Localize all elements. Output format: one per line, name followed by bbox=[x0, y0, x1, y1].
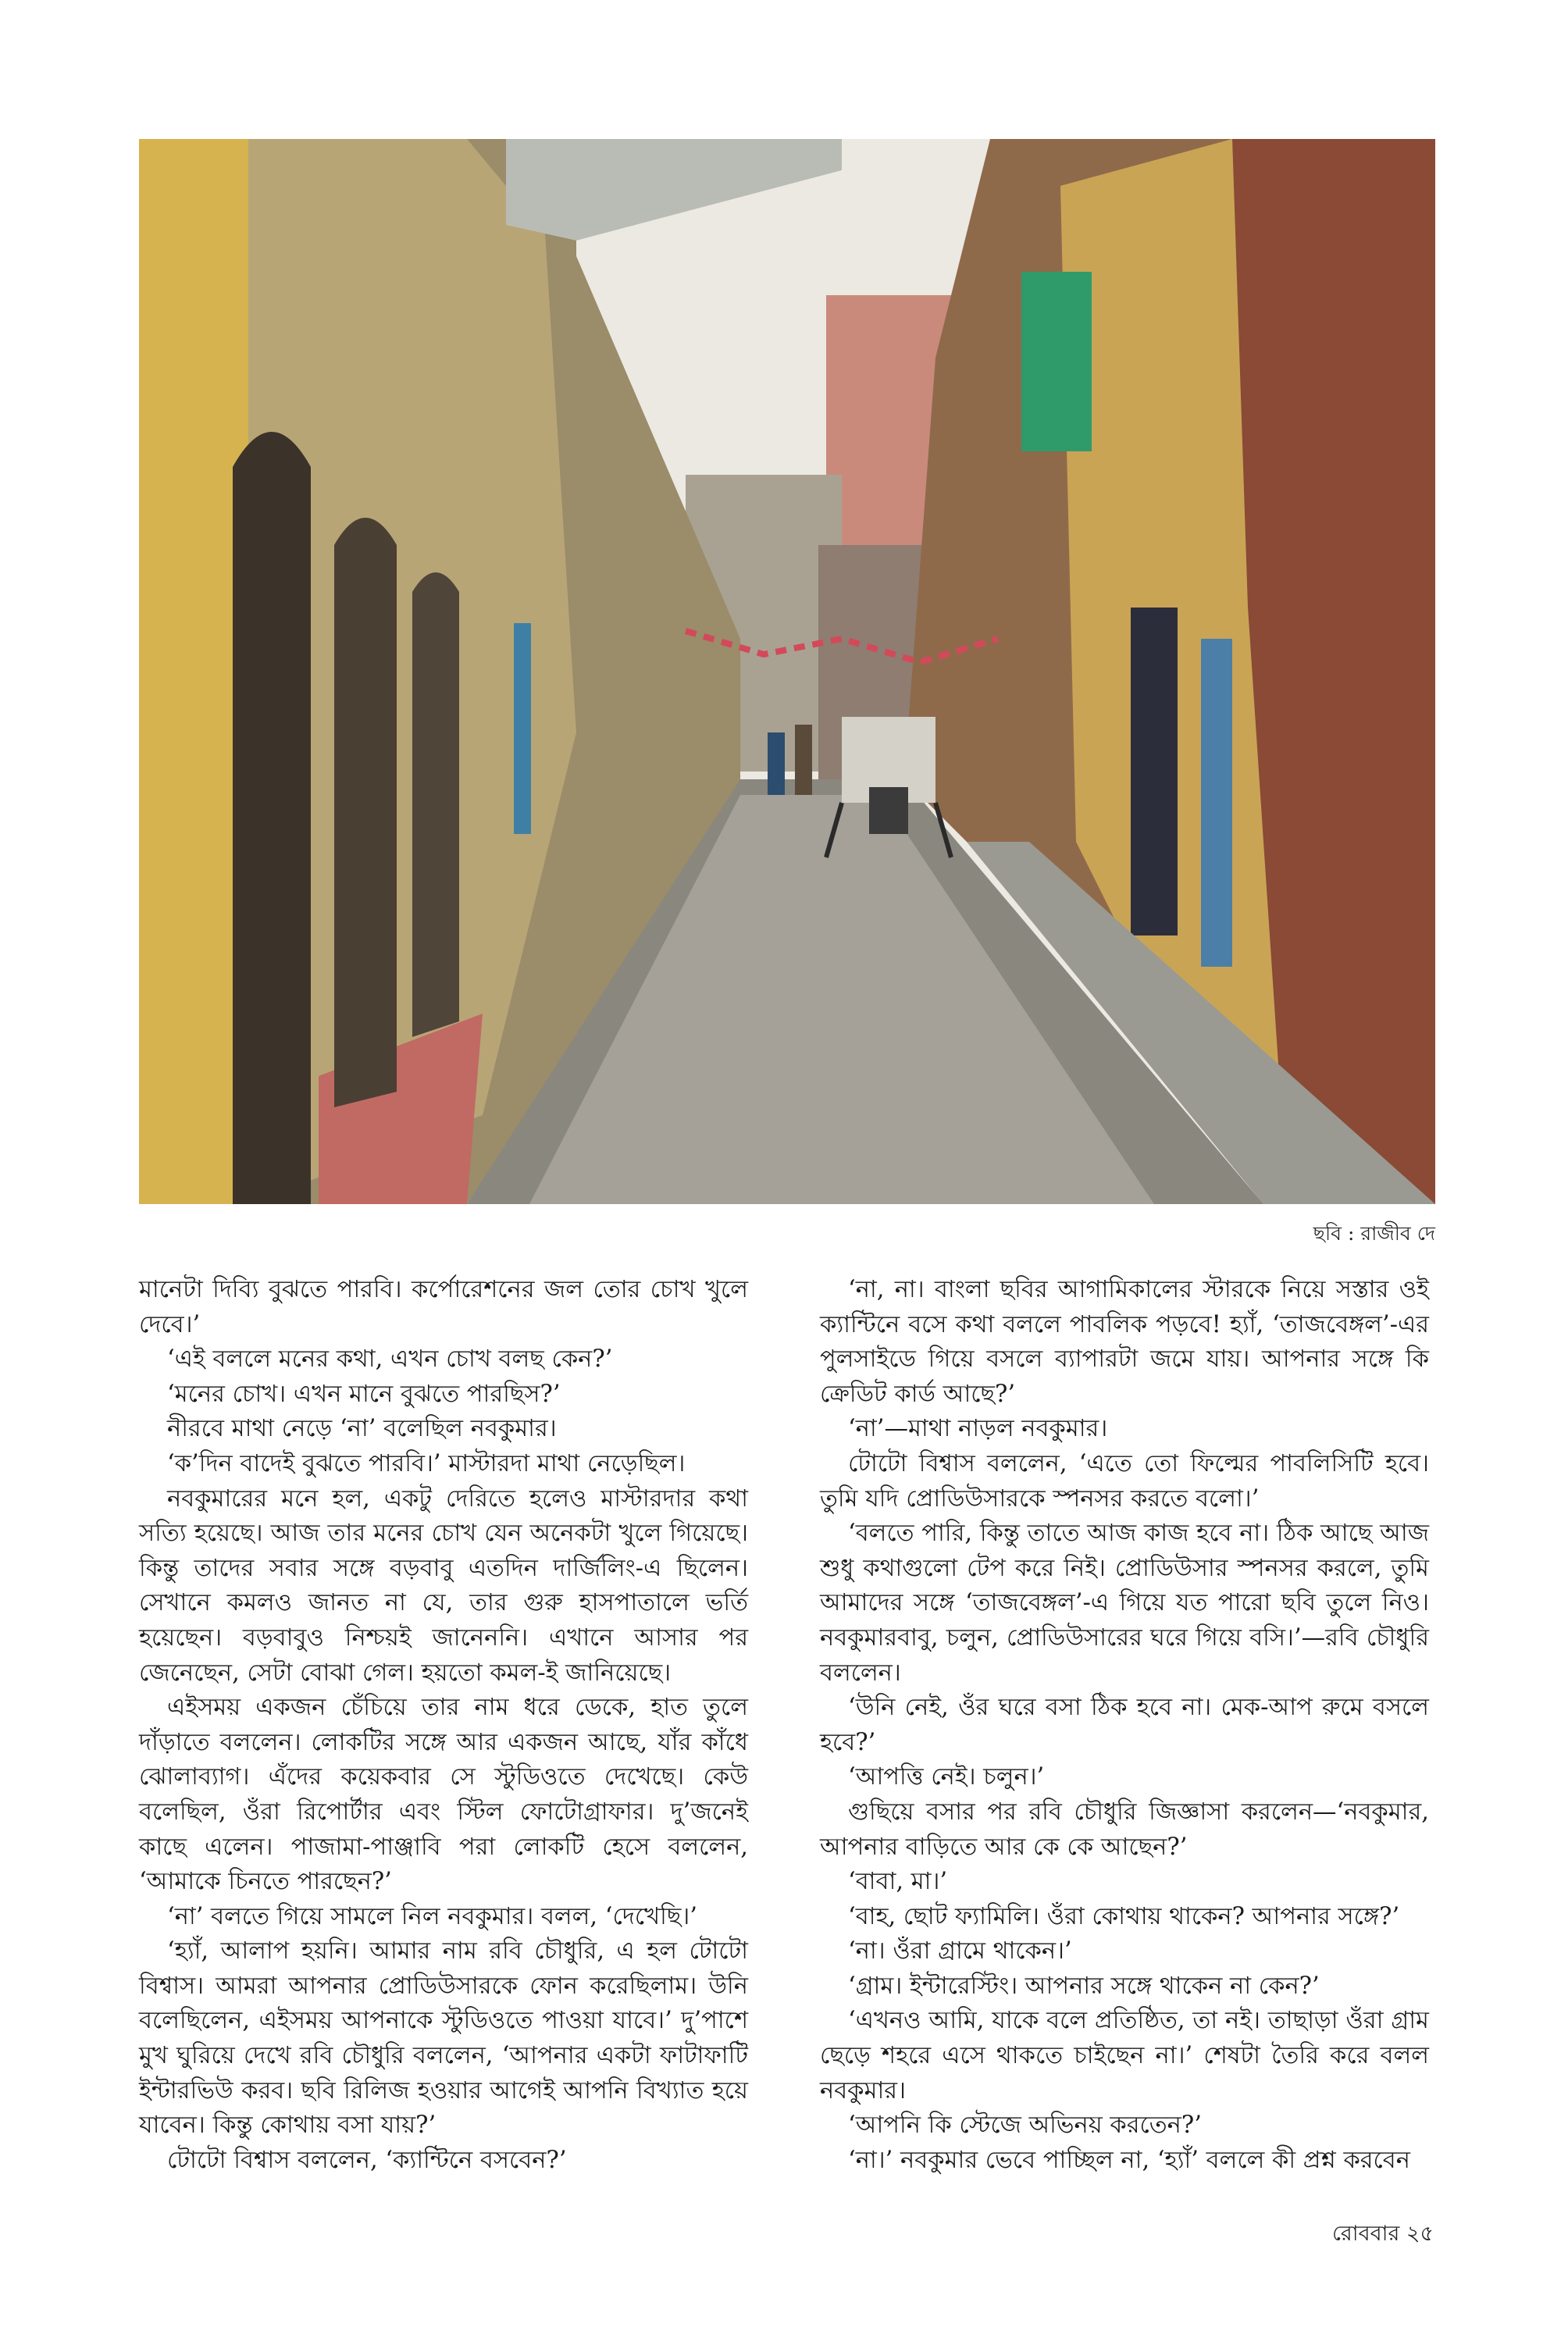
paragraph: ‘মনের চোখ। এখন মানে বুঝতে পারছিস?’ bbox=[167, 1380, 561, 1408]
paragraph: নবকুমারের মনে হল, একটু দেরিতে হলেও মাস্টারদার কথা সত্যি হয়েছে। আজ তার মনের চোখ যেন অনেকটা খুলে গিয়েছে। কিন্তু তাদের সবার সঙ্গে বড়বাবু এতদিন দার্জিলিং-এ ছিলেন। সেখানে কমলও জানত না যে, তার গুরু হাসপাতালে ভর্তি হয়েছেন। বড়বাবুও নিশ্চয়ই জানেননি। এখানে আসার পর জেনেছেন, সেটা বোঝা গেল। হয়তো কমল-ই জানিয়েছে। bbox=[139, 1484, 748, 1687]
paragraph: ‘না, না। বাংলা ছবির আগামিকালের স্টারকে নিয়ে সস্তার ওই ক্যান্টিনে বসে কথা বললে পাবলিক পড়বে! হ্যাঁ, ‘তাজবেঙ্গল’-এর পুলসাইডে গিয়ে বসলে ব্যাপারটা জমে যায়। আপনার সঙ্গে কি ক্রেডিট কার্ড আছে?’ bbox=[820, 1276, 1429, 1408]
paragraph: এইসময় একজন চেঁচিয়ে তার নাম ধরে ডেকে, হাত তুলে দাঁড়াতে বললেন। লোকটির সঙ্গে আর একজন আছে, যাঁর কাঁধে ঝোলাব্যাগ। এঁদের কয়েকবার সে স্টুডিওতে দেখেছে। কেউ বলেছিল, ওঁরা রিপোর্টার এবং স্টিল ফোটোগ্রাফার। দু’জনেই কাছে এলেন। পাজামা-পাঞ্জাবি পরা লোকটি হেসে বললেন, ‘আমাকে চিনতে পারছেন?’ bbox=[139, 1694, 748, 1896]
page-footer: রোববার ২৫ bbox=[1331, 2222, 1434, 2246]
paragraph: ‘না’ বলতে গিয়ে সামলে নিল নবকুমার। বলল, ‘দেখেছি।’ bbox=[167, 1902, 697, 1930]
paragraph: ‘আপত্তি নেই। চলুন।’ bbox=[848, 1763, 1045, 1791]
paragraph: ‘না’—মাথা নাড়ল নবকুমার। bbox=[848, 1415, 1108, 1443]
paragraph: ‘এখনও আমি, যাকে বলে প্রতিষ্ঠিত, তা নই। তাছাড়া ওঁরা গ্রাম ছেড়ে শহরে এসে থাকতে চাইছেন না।’ শেষটা তৈরি করে বলল নবকুমার। bbox=[820, 2007, 1429, 2104]
paragraph: ‘বাবা, মা।’ bbox=[848, 1868, 948, 1896]
paragraph: নীরবে মাথা নেড়ে ‘না’ বলেছিল নবকুমার। bbox=[167, 1415, 557, 1443]
right-text-column bbox=[820, 1273, 1429, 2178]
paragraph: ‘বলতে পারি, কিন্তু তাতে আজ কাজ হবে না। ঠিক আছে আজ শুধু কথাগুলো টেপ করে নিই। প্রোডিউসার স্পনসর করলে, তুমি আমাদের সঙ্গে ‘তাজবেঙ্গল’-এ গিয়ে যত পারো ছবি তুলে নিও। নবকুমারবাবু, চলুন, প্রোডিউসারের ঘরে গিয়ে বসি।’—রবি চৌধুরি বললেন। bbox=[820, 1520, 1429, 1687]
paragraph: ‘এই বললে মনের কথা, এখন চোখ বলছ কেন?’ bbox=[167, 1345, 613, 1374]
paragraph: টোটো বিশ্বাস বললেন, ‘এতে তো ফিল্মের পাবলিসিটি হবে। তুমি যদি প্রোডিউসারকে স্পনসর করতে বলো।’ bbox=[820, 1449, 1429, 1513]
paragraph: ‘না।’ নবকুমার ভেবে পাচ্ছিল না, ‘হ্যাঁ’ বললে কী প্রশ্ন করবেন bbox=[848, 2146, 1410, 2174]
paragraph: ‘উনি নেই, ওঁর ঘরে বসা ঠিক হবে না। মেক-আপ রুমে বসলে হবে?’ bbox=[820, 1694, 1429, 1756]
paragraph: টোটো বিশ্বাস বললেন, ‘ক্যান্টিনে বসবেন?’ bbox=[167, 2146, 567, 2174]
left-text-column bbox=[139, 1273, 748, 2178]
lane-illustration bbox=[139, 139, 1435, 1204]
paragraph: ‘ক’দিন বাদেই বুঝতে পারবি।’ মাস্টারদা মাথা নেড়েছিল। bbox=[167, 1449, 686, 1477]
paragraph: ‘গ্রাম। ইন্টারেস্টিং। আপনার সঙ্গে থাকেন না কেন?’ bbox=[848, 1972, 1320, 2000]
paragraph: ‘আপনি কি স্টেজে অভিনয় করতেন?’ bbox=[848, 2111, 1202, 2140]
narrow-lane-photo bbox=[139, 139, 1435, 1204]
paragraph: মানেটা দিব্যি বুঝতে পারবি। কর্পোরেশনের জল তোর চোখ খুলে দেবে।’ bbox=[139, 1276, 748, 1338]
paragraph: ‘হ্যাঁ, আলাপ হয়নি। আমার নাম রবি চৌধুরি, এ হল টোটো বিশ্বাস। আমরা আপনার প্রোডিউসারকে ফোন করেছিলাম। উনি বলেছিলেন, এইসময় আপনাকে স্টুডিওতে পাওয়া যাবে।’ দু’পাশে মুখ ঘুরিয়ে দেখে রবি চৌধুরি বললেন, ‘আপনার একটা ফাটাফাটি ইন্টারভিউ করব। ছবি রিলিজ হওয়ার আগেই আপনি বিখ্যাত হয়ে যাবেন। কিন্তু কোথায় বসা যায়?’ bbox=[139, 1937, 748, 2140]
paragraph: ‘না। ওঁরা গ্রামে থাকেন।’ bbox=[848, 1937, 1072, 1965]
photo-credit: ছবি : রাজীব দে bbox=[1313, 1222, 1435, 1245]
paragraph: ‘বাহ, ছোট ফ্যামিলি। ওঁরা কোথায় থাকেন? আপনার সঙ্গে?’ bbox=[848, 1902, 1400, 1930]
paragraph: গুছিয়ে বসার পর রবি চৌধুরি জিজ্ঞাসা করলেন—‘নবকুমার, আপনার বাড়িতে আর কে কে আছেন?’ bbox=[820, 1798, 1429, 1861]
